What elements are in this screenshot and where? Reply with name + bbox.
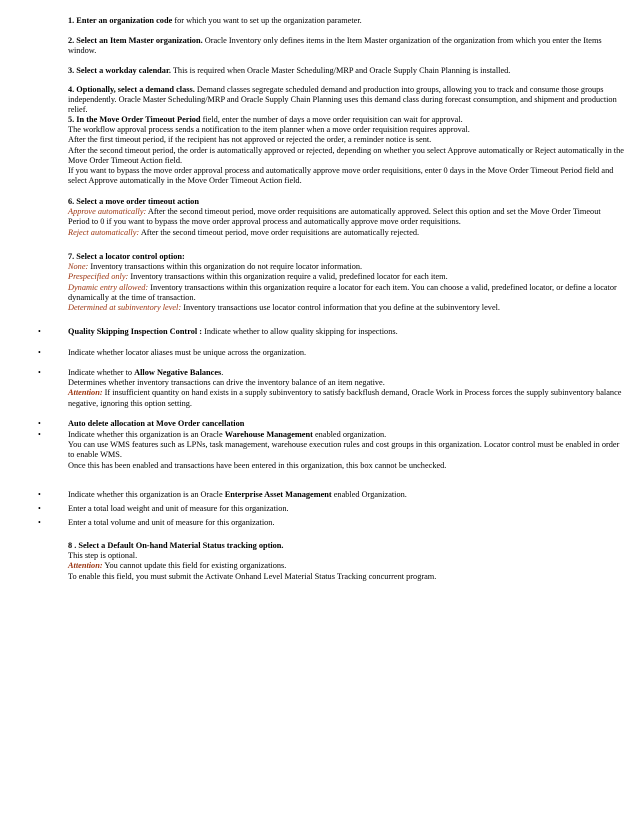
eam-prefix: Indicate whether this organization is an Oracle: [68, 490, 225, 499]
locator-none-label: None:: [68, 262, 89, 272]
volume-text: Enter a total volume and unit of measure for this organization.: [68, 518, 275, 527]
locator-dynamic-text: Inventory transactions within this organization require a locator for each item. You can choose a valid, predefined locator, or define a locator dynamically at the time of transaction.: [68, 282, 617, 302]
step-6: [68, 197, 624, 238]
quality-skipping-text: Indicate whether to allow quality skipping for inspections.: [202, 327, 398, 336]
negative-balances-attention-label: Attention:: [68, 388, 103, 398]
negative-balances-heading: Allow Negative Balances: [134, 368, 222, 377]
locator-prespecified-label: Prespecified only:: [68, 272, 129, 282]
eam-heading: Enterprise Asset Management: [224, 490, 332, 499]
load-weight-text: Enter a total load weight and unit of measure for this organization.: [68, 504, 289, 513]
step-5-prefix: 5. In the: [68, 115, 100, 124]
quality-skipping-heading: Quality Skipping Inspection Control :: [68, 327, 203, 336]
step-8-line-1: This step is optional.: [68, 551, 138, 561]
step-8-attention-text: You cannot update this field for existing organizations.: [102, 561, 287, 571]
wms-heading: Warehouse Management: [224, 430, 313, 439]
approve-auto-text: After the second timeout period, move order requisitions are automatically approved. Select this option and set the Move Order Timeout Period to 0 if you want to bypass the move order approval process and automatically approve move order requisitions.: [68, 207, 601, 227]
step-3: [68, 66, 624, 76]
locator-subinventory-label: Determined at subinventory level:: [68, 303, 182, 313]
locator-dynamic-label: Dynamic entry allowed:: [68, 282, 149, 292]
eam-suffix: enabled Organization.: [331, 490, 407, 499]
bullet-warehouse-management: [38, 430, 624, 471]
step-6-heading: 6. Select a move order timeout action: [68, 197, 199, 206]
bullet-auto-delete: [38, 419, 624, 429]
negative-balances-prefix: Indicate whether to: [68, 368, 135, 377]
locator-prespecified-text: Inventory transactions within this organization require a valid, predefined locator for each item.: [128, 272, 448, 282]
bullet-dot: •: [38, 348, 41, 357]
locator-none-text: Inventory transactions within this organization do not require locator information.: [88, 262, 363, 272]
step-8-heading: 8 . Select a Default On-hand Material Status tracking option.: [68, 541, 284, 550]
step-3-text: This is required when Oracle Master Scheduling/MRP and Oracle Supply Chain Planning is installed.: [170, 66, 511, 75]
bullet-eam: [38, 490, 624, 500]
negative-balances-period: .: [221, 368, 224, 377]
step-5-line-2: The workflow approval process sends a notification to the item planner when a move order requisition requires approval.: [68, 125, 470, 135]
step-8-line-3: To enable this field, you must submit the Activate Onhand Level Material Status Tracking concurrent program.: [68, 571, 437, 581]
locator-subinventory-text: Inventory transactions use locator control information that you define at the subinventory level.: [181, 303, 501, 313]
step-5-line-5: If you want to bypass the move order approval process and automatically approve move order requisitions, enter 0 days in the Move Order Timeout Period field and select Approve automatically in the Move Order Timeout Action field.: [68, 166, 614, 186]
bullet-quality-skipping: [38, 327, 624, 337]
step-4-text: Demand classes segregate scheduled demand and production into groups, allowing you to track and consume those groups independently. Oracle Master Scheduling/MRP and Oracle Supply Chain Planning uses this demand class during forecast consumption, and shipment and production relief.: [68, 85, 617, 115]
negative-balances-line-2: Determines whether inventory transactions can drive the inventory balance of an item negative.: [68, 378, 385, 388]
approve-auto-label: Approve automatically:: [68, 207, 147, 217]
step-4: [68, 85, 624, 116]
step-1: [68, 16, 624, 26]
reject-auto-text: After the second timeout period, move order requisitions are automatically rejected.: [139, 227, 420, 237]
bullet-dot: •: [38, 419, 41, 428]
reject-auto-label: Reject automatically:: [68, 227, 140, 237]
step-2-text: Oracle Inventory only defines items in the Item Master organization of the organization from which you enter the Items window.: [68, 36, 602, 56]
bullet-negative-balances: [38, 368, 624, 409]
step-5-line-3: After the first timeout period, if the recipient has not approved or rejected the order, a reminder notice is sent.: [68, 135, 432, 145]
bullet-load-weight: [38, 504, 624, 514]
step-2-heading: 2. Select an Item Master organization.: [68, 36, 203, 45]
step-1-text: for which you want to set up the organization parameter.: [172, 16, 362, 25]
wms-line-3: Once this has been enabled and transactions have been entered in this organization, this box cannot be unchecked.: [68, 460, 447, 470]
wms-prefix: Indicate whether this organization is an Oracle: [68, 430, 225, 439]
negative-balances-attention-text: If insufficient quantity on hand exists in a supply subinventory to satisfy backflush demand, Oracle Work in Process forces the supply subinventory balance negative, ignoring this option setting.: [68, 388, 622, 408]
bullet-dot: •: [38, 327, 41, 336]
step-5-text: field, enter the number of days a move order requisition can wait for approval.: [200, 115, 463, 124]
step-3-heading: 3. Select a workday calendar.: [68, 66, 171, 75]
step-5-line-4: After the second timeout period, the order is automatically approved or rejected, depending on whether you select Approve automatically or Reject automatically in the Move Order Timeout Action field.: [68, 145, 624, 165]
wms-suffix: enabled organization.: [312, 430, 387, 439]
step-7-heading: 7. Select a locator control option:: [68, 252, 185, 261]
step-5-heading: Move Order Timeout Period: [99, 115, 201, 124]
auto-delete-heading: Auto delete allocation at Move Order cancellation: [68, 419, 245, 428]
bullet-dot: •: [38, 518, 41, 527]
step-8-attention-label: Attention:: [68, 561, 103, 571]
step-4-heading: 4. Optionally, select a demand class.: [68, 85, 195, 94]
step-8: [68, 541, 624, 582]
bullet-dot: •: [38, 430, 41, 439]
step-7: [68, 252, 624, 313]
wms-line-2: You can use WMS features such as LPNs, task management, warehouse execution rules and cost groups in this organization. Locator control must be enabled in order to enable WMS.: [68, 440, 620, 460]
step-5: [68, 115, 624, 186]
locator-aliases-text: Indicate whether locator aliases must be unique across the organization.: [68, 348, 307, 357]
bullet-dot: •: [38, 504, 41, 513]
step-1-heading: 1. Enter an organization code: [68, 16, 173, 25]
bullet-volume: [38, 518, 624, 528]
bullet-dot: •: [38, 490, 41, 499]
step-2: [68, 36, 624, 56]
bullet-dot: •: [38, 368, 41, 377]
bullet-locator-aliases: [38, 348, 624, 358]
